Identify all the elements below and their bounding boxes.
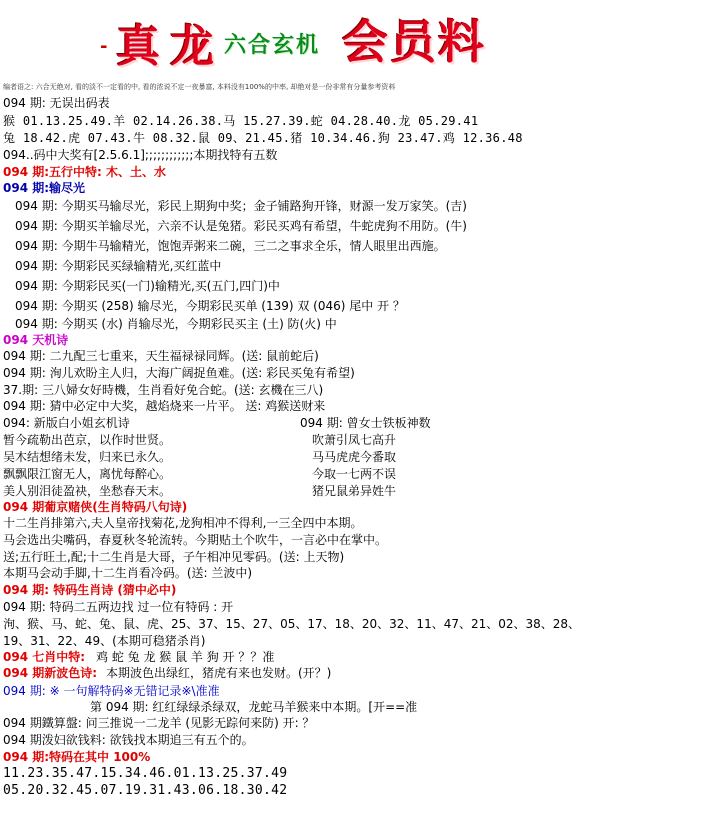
lose-all-line-1: 094 期: 今期买马输尽光，彩民上期狗中奖；金子铺路狗开锋，财源一发万家笑。(吉): [15, 199, 467, 213]
special-numbers-row-2: 05.20.32.45.07.19.31.43.06.18.30.42: [3, 783, 288, 798]
wave-color-poem-title: 094 期新波色诗:: [3, 666, 98, 680]
disclaimer: 编者语之: 六合无绝对, 看的淡不一定看的中, 看的浓说不定一夜暴富, 本料没有100%的中率, 却绝对是一份非常有分量参考资料: [3, 83, 396, 91]
five-elements-title: 094 期:五行中特: 木、土、水: [3, 165, 167, 179]
lose-all-line-6: 094 期: 今期买 (258) 输尽光，今期彩民买单 (139) 双 (046) 尾中 开 ？: [15, 299, 405, 313]
lose-all-line-5: 094 期: 今期彩民买(一门)输精光,买(五门,四门)中: [15, 279, 280, 293]
lose-all-line-4: 094 期: 今期彩民买绿输精光,买红蓝中: [15, 259, 222, 273]
special-code-line: 094 期: 特码二五两边找 过一位有特码 : 开: [3, 600, 234, 614]
header-title-long: 龙: [170, 21, 214, 72]
zodiac-numbers-row-1: 猴 01.13.25.49.羊 02.14.26.38.马 15.27.39.蛇 04.28.40.龙 05.29.41: [3, 114, 479, 128]
shrew-money-line: 094 期泼妇欲钱料: 欲钱找本期追三有五个的。: [3, 733, 254, 747]
jackpot-line: 094..码中大奖有[2.5.6.1];;;;;;;;;;;;本期找特有五数: [3, 148, 278, 162]
header-banner: [100, 6, 520, 72]
one-sentence-text: 第 094 期: 红红绿绿杀绿双，龙蛇马羊猴来中本期。[开==准: [90, 700, 418, 714]
iron-plate-line-3: 今取一七两不误: [312, 467, 397, 481]
iron-plate-line-4: 猪兄鼠弟异姓牛: [312, 484, 397, 498]
iron-plate-line-2: 马马虎虎今番取: [312, 450, 397, 464]
white-lady-poem-line-1: 暂今疏勒出芭京，以作时世贤。: [3, 433, 172, 447]
gambler-poem-line-2: 马会选出尖嘴码，春夏秋冬轮流转。今期贴土个吹牛，一言必中在掌中。: [3, 533, 388, 547]
seven-zodiac-list: 鸡 蛇 兔 龙 猴 鼠 羊 狗 开 ？？准: [96, 650, 275, 664]
heaven-poem-line-4: 094 期: 猜中必定中大奖，越焰烧来一片平。 送: 鸡猴送财来: [3, 399, 326, 413]
gambler-poem-line-1: 十二生肖排第六,夫人皇帝找菊花,龙狗相冲不得利,一三全四中本期。: [3, 516, 363, 530]
iron-plate-title: 094 期: 曾女士铁板神数: [300, 416, 431, 430]
gambler-poem-line-4: 本期马会动手脚,十二生肖看冷码。(送: 兰波中): [3, 566, 253, 580]
white-lady-poem-line-4: 美人别泪徒盈袂，坐愁春天末。: [3, 484, 172, 498]
numbers-list-line-1: 洵、猴、马、蛇、兔、鼠、虎、25、37、15、27、05、17、18、20、32、11、47、21、02、38、28、: [3, 617, 581, 631]
seven-zodiac-title: 094 七肖中特:: [3, 650, 86, 664]
iron-abacus-line: 094 期鐵算盤: 问三推说一二龙羊 (见影无踪何来防) 开: ？: [3, 716, 315, 730]
heaven-poem-line-1: 094 期: 二九配三七重来，天生福禄禄同辉。(送: 鼠前蛇后): [3, 349, 319, 363]
gambler-poem-title: 094 期葡京赌侠(生肖特码八句诗): [3, 500, 188, 514]
heaven-poem-line-3: 37.期: 三八婦女好時機，生肖看好免合蛇。(送: 玄機在三八): [3, 383, 324, 397]
lose-all-title: 094 期:输尽光: [3, 181, 86, 195]
wave-color-poem-text: 本期波色出绿红，猪虎有来也发财。(开？): [106, 666, 332, 680]
header-highlight: 会员料: [342, 15, 486, 69]
white-lady-poem-line-3: 飘飘限江窗无人，离忧每醉心。: [3, 467, 172, 481]
gambler-poem-line-3: 送;五行旺土,配;十二生肖是大哥，子午相冲见零码。(送: 上天物): [3, 550, 345, 564]
special-zodiac-poem-title: 094 期: 特码生肖诗 (猜中必中): [3, 583, 177, 597]
one-sentence-title: 094 期: ※ 一句解特码※无错记录※\准准: [3, 684, 220, 698]
white-lady-poem-title: 094: 新版白小姐玄机诗: [3, 416, 130, 430]
header-subtitle: 六合玄机: [224, 32, 321, 58]
lose-all-line-7: 094 期: 今期买 (水) 肖输尽光，今期彩民买主 (土) 防(火) 中: [15, 317, 337, 331]
heaven-poem-title: 094 天机诗: [3, 333, 69, 347]
zodiac-numbers-row-2: 兔 18.42.虎 07.43.牛 08.32.鼠 09、21.45.猪 10.34.46.狗 23.47.鸡 12.36.48: [3, 131, 523, 145]
special-code-inside-title: 094 期:特码在其中 100%: [3, 750, 151, 764]
special-numbers-row-1: 11.23.35.47.15.34.46.01.13.25.37.49: [3, 766, 288, 781]
lose-all-line-2: 094 期: 今期买羊输尽光，六亲不认是兔猪。彩民买鸡有希望，牛蛇虎狗不用防。(牛): [15, 219, 467, 233]
lose-all-line-3: 094 期: 今期牛马输精光，饱饱弄粥来二碗，三二之事求全乐，情人眼里出西施。: [15, 239, 446, 253]
header-dash: -: [100, 36, 108, 57]
heaven-poem-line-2: 094 期: 洵儿欢盼主人归，大海广阔捉鱼难。(送: 彩民买兔有希望): [3, 366, 355, 380]
iron-plate-line-1: 吹萧引凤七高升: [312, 433, 397, 447]
table-title: 094 期: 无误出码表: [3, 96, 110, 110]
numbers-list-line-2: 19、31、22、49、(本期可稳猪杀肖): [3, 634, 206, 648]
white-lady-poem-line-2: 吴木结想绪未发，归来已永久。: [3, 450, 172, 464]
header-title-zhen: 真: [116, 21, 160, 72]
